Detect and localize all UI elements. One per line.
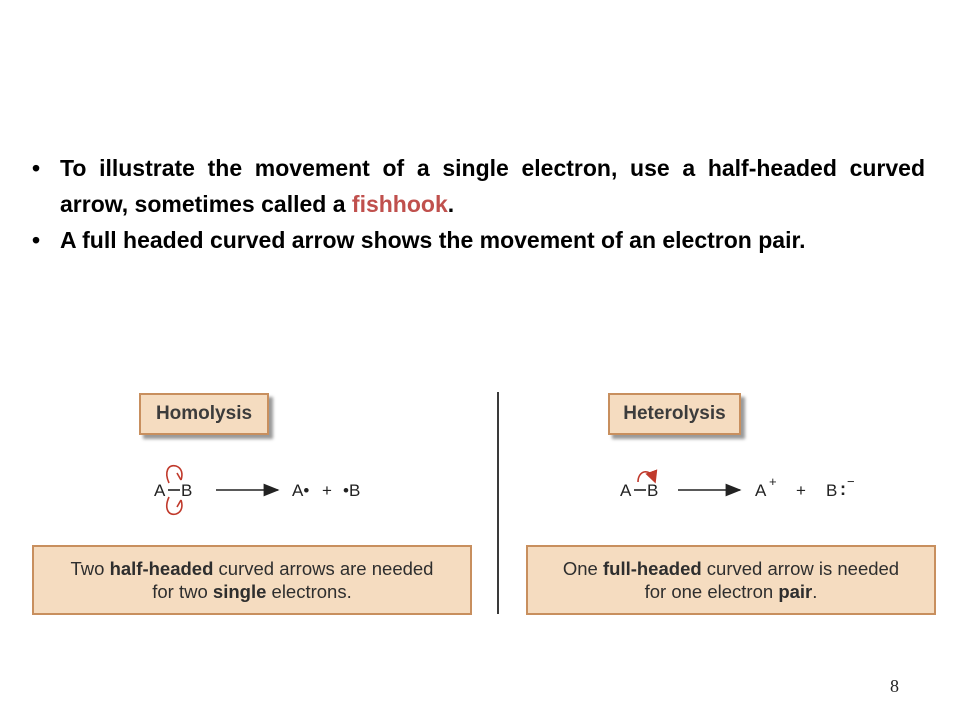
bullet-text-part: A full headed curved arrow shows the movement of an electron pair.	[60, 227, 806, 253]
heterolysis-equation	[616, 462, 876, 518]
homolysis-caption-line-2: for two single electrons.	[152, 581, 352, 602]
bullet-marker: •	[32, 155, 41, 181]
homolysis-caption	[32, 545, 472, 615]
fishhook-term: fishhook	[351, 191, 448, 217]
fishhook-arrow-upper	[167, 466, 182, 483]
heterolysis-caption-line-2: for one electron pair.	[644, 581, 818, 602]
homolysis-plus: +	[322, 481, 332, 500]
homolysis-product-2: •B	[343, 481, 361, 500]
heterolysis-reactant-a: A	[620, 481, 632, 500]
homolysis-title: Homolysis	[155, 403, 253, 424]
bullet-text-part: .	[447, 191, 455, 217]
bullet-marker: •	[32, 227, 41, 253]
homolysis-caption-line-1: Two half-headed curved arrows are needed	[70, 558, 434, 579]
heterolysis-reactant-b: B	[647, 481, 659, 500]
fishhook-arrow-upper-head	[177, 473, 181, 480]
homolysis-equation	[150, 462, 390, 518]
heterolysis-caption	[526, 545, 936, 615]
bullet-text-part: To illustrate the movement of a single electron, use a half-headed curved arrow, sometimes called a	[60, 155, 925, 217]
anion-charge: −	[847, 474, 855, 489]
bullet-item-1	[30, 150, 925, 222]
heterolysis-caption-line-1: One full-headed curved arrow is needed	[562, 558, 900, 579]
panel-divider	[497, 392, 499, 614]
heterolysis-label	[608, 393, 741, 435]
bullet-item-2	[30, 222, 925, 258]
cation-charge: +	[769, 474, 777, 489]
homolysis-label	[139, 393, 269, 435]
heterolysis-title: Heterolysis	[623, 403, 726, 424]
fishhook-arrow-lower	[167, 497, 182, 514]
heterolysis-product-1: A	[755, 481, 767, 500]
fishhook-arrow-lower-head	[177, 500, 181, 507]
homolysis-product-1: A•	[292, 481, 310, 500]
bullet-list	[30, 150, 925, 258]
heterolysis-product-2: B	[826, 481, 838, 500]
homolysis-reactant-a: A	[154, 481, 166, 500]
page-number: 8	[890, 676, 899, 696]
heterolysis-plus: +	[796, 481, 806, 500]
lone-pair: :	[840, 479, 846, 499]
homolysis-reactant-b: B	[181, 481, 193, 500]
